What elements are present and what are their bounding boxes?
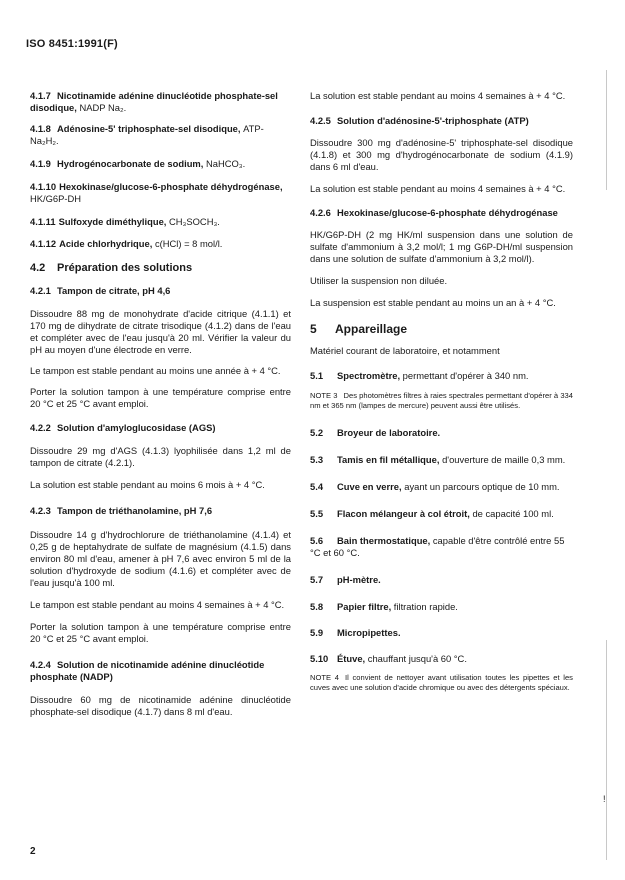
- scan-edge-line: [606, 70, 607, 190]
- paragraph: Dissoudre 14 g d'hydrochlorure de triéthanolamine (4.1.4) et 0,25 g de heptahydrate de sulfate de magnésium (4.1.5) dans environ 80 ml d'eau, amener à pH 7,6 avec environ 5 ml de la solution d'hydroxyde de sodium (4.1.6) et compléter avec de l'eau jusqu'à 100 ml.: [30, 529, 291, 588]
- section-number: 4.2.6: [310, 207, 331, 218]
- section-title: Hydrogénocarbonate de sodium,: [57, 158, 204, 169]
- section-heading: [310, 574, 573, 586]
- paragraph: La solution est stable pendant au moins 6 mois à + 4 °C.: [30, 479, 265, 490]
- section-heading: [30, 261, 291, 275]
- section-heading: [30, 238, 291, 250]
- section-number: 5: [310, 322, 317, 336]
- section-title: Broyeur de laboratoire.: [337, 427, 441, 438]
- section-title: Tamis en fil métallique,: [337, 454, 440, 465]
- section-number: 5.7: [310, 574, 324, 585]
- section-description: chauffant jusqu'à 60 °C.: [367, 653, 467, 664]
- paragraph: Le tampon est stable pendant au moins 4 semaines à + 4 °C.: [30, 599, 285, 610]
- page-number: 2: [30, 846, 36, 857]
- section-heading: [310, 653, 573, 665]
- section-heading: [30, 659, 291, 683]
- standard-reference: ISO 8451:1991(F): [26, 38, 118, 50]
- section-heading: [30, 158, 291, 170]
- note-text: Il convient de nettoyer avant utilisation toutes les pipettes et les cuves avec une solution d'acide chromique ou avec des détergents spéciaux.: [310, 673, 573, 692]
- section-number: 4.2: [30, 262, 46, 274]
- section-title: Acide chlorhydrique,: [59, 238, 153, 249]
- section-number: 4.2.1: [30, 285, 51, 296]
- section-number: 5.9: [310, 627, 324, 638]
- section-title: Solution d'adénosine-5'-triphosphate (ATP): [337, 115, 529, 126]
- section-title: Solution d'amyloglucosidase (AGS): [57, 422, 216, 433]
- section-heading: [310, 370, 573, 382]
- section-heading: [310, 508, 573, 520]
- scan-edge-line: [606, 640, 607, 860]
- paragraph: HK/G6P-DH (2 mg HK/ml suspension dans une solution de sulfate d'ammonium à 3,2 mol/l; 1 mg G6P-DH/ml suspension dans une solution de sulfate d'ammonium à 3,2 mol/l).: [310, 229, 573, 264]
- paragraph: Matériel courant de laboratoire, et notamment: [310, 345, 500, 356]
- section-heading: [30, 285, 291, 297]
- section-title: Flacon mélangeur à col étroit,: [337, 508, 470, 519]
- section-heading: [310, 207, 573, 219]
- section-description: HK/G6P-DH: [30, 193, 82, 204]
- section-heading: [30, 422, 291, 434]
- section-number: 4.2.3: [30, 505, 51, 516]
- section-title: Tampon de triéthanolamine, pH 7,6: [57, 505, 213, 516]
- section-title: Nicotinamide adénine dinucléotide phosphate-sel disodique,: [30, 90, 278, 113]
- section-title: Bain thermostatique,: [337, 535, 431, 546]
- section-number: 5.5: [310, 508, 324, 519]
- section-title: Appareillage: [335, 322, 408, 336]
- section-description: ayant un parcours optique de 10 mm.: [404, 481, 560, 492]
- margin-mark: !: [603, 794, 606, 804]
- section-number: 4.1.7: [30, 90, 51, 101]
- note: [310, 391, 573, 411]
- section-heading: [30, 181, 291, 205]
- section-description: d'ouverture de maille 0,3 mm.: [442, 454, 566, 465]
- section-heading: [30, 123, 291, 147]
- section-title: Hexokinase/glucose-6-phosphate déhydrogénase: [337, 207, 558, 218]
- section-description: de capacité 100 ml.: [472, 508, 554, 519]
- paragraph: La solution est stable pendant au moins 4 semaines à + 4 °C.: [310, 183, 566, 194]
- section-title: Adénosine-5' triphosphate-sel disodique,: [57, 123, 241, 134]
- paragraph: Dissoudre 300 mg d'adénosine-5' triphosphate-sel disodique (4.1.8) et 300 mg d'hydrogénocarbonate de sodium (4.1.9) dans 6 ml d'eau.: [310, 137, 573, 172]
- note: [310, 673, 573, 693]
- section-number: 4.1.12: [30, 238, 57, 249]
- section-number: 4.1.9: [30, 158, 51, 169]
- section-heading: [310, 427, 573, 439]
- section-title: Cuve en verre,: [337, 481, 402, 492]
- section-number: 4.2.5: [310, 115, 331, 126]
- section-number: 5.6: [310, 535, 324, 546]
- section-title: Sulfoxyde diméthylique,: [58, 216, 167, 227]
- paragraph: Utiliser la suspension non diluée.: [310, 275, 448, 286]
- section-title: Solution de nicotinamide adénine dinucléotide phosphate (NADP): [30, 659, 265, 682]
- paragraph: Porter la solution tampon à une température comprise entre 20 °C et 25 °C avant emploi.: [30, 386, 291, 409]
- section-title: Préparation des solutions: [57, 262, 193, 274]
- section-heading: [310, 115, 573, 127]
- paragraph: Le tampon est stable pendant au moins une année à + 4 °C.: [30, 365, 281, 376]
- paragraph: Porter la solution tampon à une température comprise entre 20 °C et 25 °C avant emploi.: [30, 621, 291, 644]
- section-number: 4.2.4: [30, 659, 51, 670]
- section-title: Spectromètre,: [337, 370, 401, 381]
- section-description: filtration rapide.: [393, 601, 458, 612]
- paragraph: La suspension est stable pendant au moins un an à + 4 °C.: [310, 297, 556, 308]
- section-heading: [310, 535, 573, 559]
- section-number: 5.3: [310, 454, 324, 465]
- section-heading: [30, 505, 291, 517]
- section-number: 5.8: [310, 601, 324, 612]
- section-number: 4.1.11: [30, 216, 56, 227]
- section-title: Étuve,: [337, 653, 366, 664]
- section-number: 5.2: [310, 427, 324, 438]
- section-number: 4.2.2: [30, 422, 51, 433]
- section-description: CH₃SOCH₃.: [169, 216, 220, 227]
- section-number: 4.1.10: [30, 181, 57, 192]
- section-number: 5.4: [310, 481, 324, 492]
- section-heading: [310, 627, 573, 639]
- paragraph: Dissoudre 60 mg de nicotinamide adénine dinucléotide phosphate-sel disodique (4.1.7) dans 8 ml d'eau.: [30, 694, 291, 717]
- section-description: permettant d'opérer à 340 nm.: [402, 370, 529, 381]
- section-title: Micropipettes.: [337, 627, 401, 638]
- right-column: [310, 90, 573, 693]
- section-heading: [310, 481, 573, 493]
- section-description: NADP Na₂.: [79, 102, 127, 113]
- note-text: Des photomètres filtres à raies spectrales permettant d'opérer à 334 nm et 365 nm (lampes de mercure) peuvent aussi être utilisés.: [310, 391, 573, 410]
- section-heading: [310, 454, 573, 466]
- section-title: Tampon de citrate, pH 4,6: [57, 285, 171, 296]
- left-column: [30, 90, 291, 718]
- section-title: pH-mètre.: [337, 574, 381, 585]
- paragraph: La solution est stable pendant au moins 4 semaines à + 4 °C.: [310, 90, 566, 101]
- note-label: NOTE 4: [310, 673, 339, 682]
- section-number: 5.10: [310, 653, 329, 664]
- section-heading: [30, 90, 291, 114]
- section-title: Papier filtre,: [337, 601, 392, 612]
- section-description: NaHCO₃.: [205, 158, 246, 169]
- section-description: ATP-Na₂H₂.: [30, 123, 264, 146]
- section-heading: [310, 322, 573, 337]
- note-label: NOTE 3: [310, 391, 338, 400]
- section-description: c(HCl) = 8 mol/l.: [154, 238, 223, 249]
- section-title: Hexokinase/glucose-6-phosphate déhydrogénase,: [59, 181, 283, 192]
- paragraph: Dissoudre 88 mg de monohydrate d'acide citrique (4.1.1) et 170 mg de dihydrate de citrate trisodique (4.1.2) dans de l'eau et compléter avec de l'eau jusqu'à 20 ml. Vérifier la valeur du pH au moyen d'une électrode en verre.: [30, 308, 291, 355]
- section-description: capable d'être contrôlé entre 55 °C et 60 °C.: [310, 535, 565, 558]
- paragraph: Dissoudre 29 mg d'AGS (4.1.3) lyophilisée dans 1,2 ml de tampon de citrate (4.2.1).: [30, 445, 291, 468]
- section-heading: [30, 216, 291, 228]
- section-number: 4.1.8: [30, 123, 51, 134]
- section-heading: [310, 601, 573, 613]
- section-number: 5.1: [310, 370, 324, 381]
